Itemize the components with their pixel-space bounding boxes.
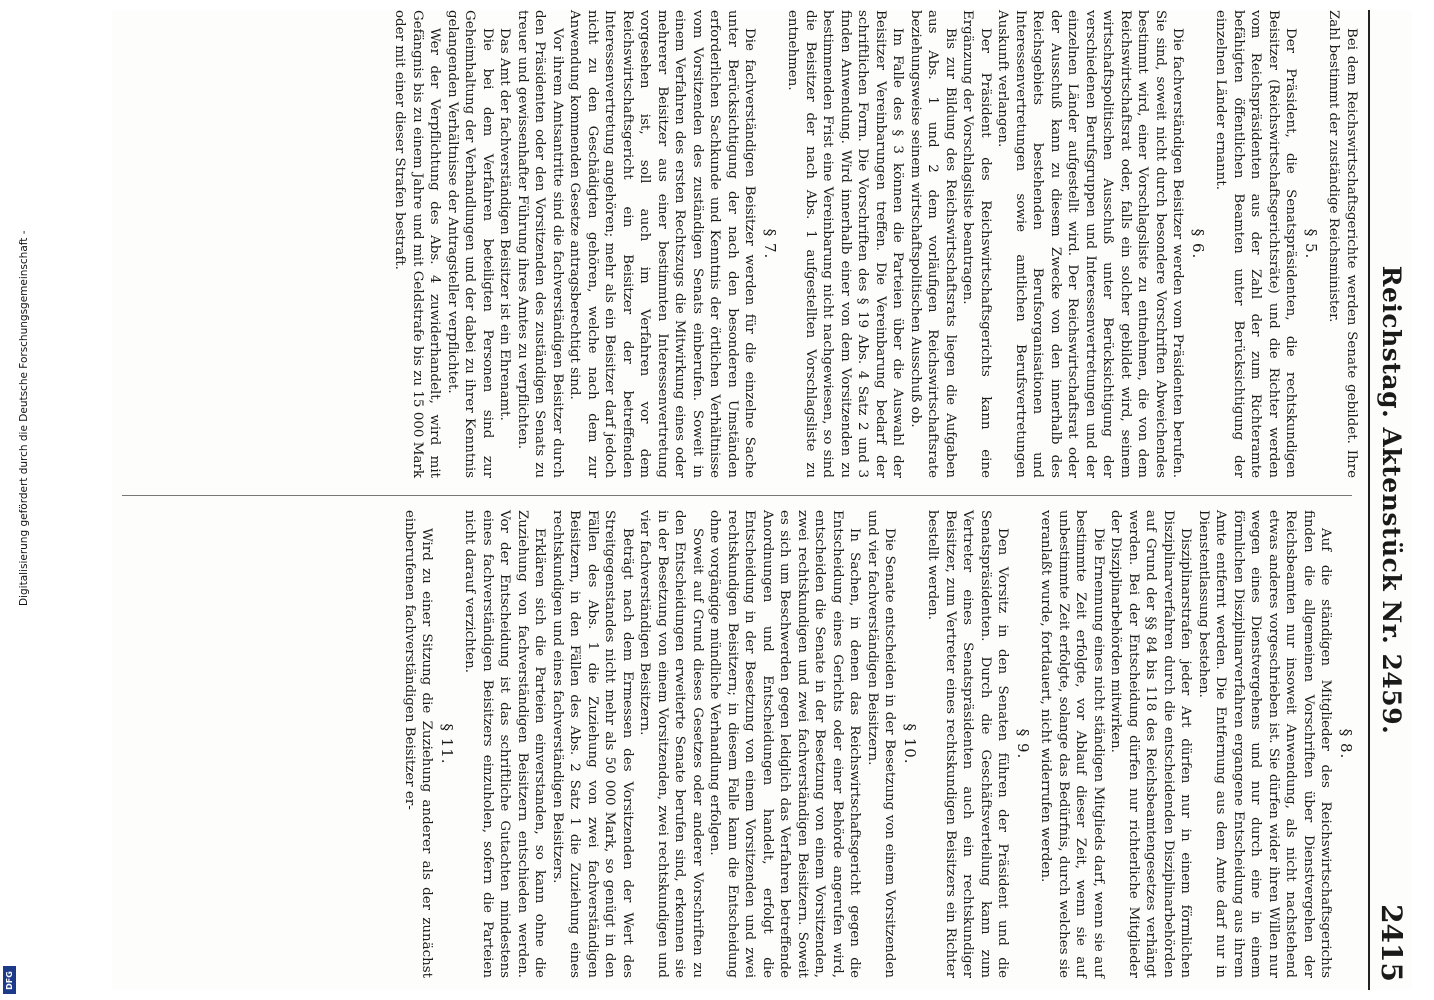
paragraph: Bis zur Bildung des Reichswirtschaftsrats liegen die Aufgaben aus Abs. 1 und 2 dem vorläufigen Reichswirtschaftsrate beziehungsweise seinem wirtschaftspolitischen Ausschuß ob. — [908, 10, 958, 478]
paragraph: In Sachen, in denen das Reichswirtschaftsgericht gegen die Entscheidung eines Gerichts oder einer Behörde angerufen wird, entscheiden die Senate in der Besetzung von einem Vorsitzenden, zwei rechtskundigen und zwei fachverständigen Beisitzern. Soweit es sich um Beschwerden gegen lediglich das Verfahren betreffende Anordnungen und Entscheidungen handelt, erfolgt die Entscheidung in der Besetzung von einem Vorsitzenden und zwei rechtskundigen Beisitzern; in diesem Falle kann die Entscheidung ohne vorgängige mündliche Verhandlung erfolgen. — [707, 510, 863, 978]
digitization-footer — [2, 0, 30, 1000]
paragraph: Vor ihrem Amtsantritte sind die fachverständigen Beisitzer durch den Präsidenten oder den Vorsitzenden des zuständigen Senats zu treuer und gewissenhafter Führung ihres Amtes zu verpflichten. — [515, 10, 565, 478]
paragraph: Wer der Verpflichtung des Abs. 4 zuwiderhandelt, wird mit Gefängnis bis zu einem Jahre und mit Geldstrafe bis zu 15 000 Mark oder mit einer dieser Strafen bestraft. — [392, 10, 443, 478]
section-heading: § 5. — [1302, 228, 1320, 260]
right-column — [401, 510, 1361, 978]
paragraph: Das Amt der fachverständigen Beisitzer ist ein Ehrenamt. — [497, 28, 513, 421]
header-title: Reichstag. Aktenstück Nr. 2459. — [1377, 265, 1406, 735]
paragraph: Disziplinarstrafen jeder Art dürfen nur in einem förmlichen Disziplinarverfahren durch die entscheidenden Disziplinarbehörden auf Grund der §§ 84 bis 118 des Reichsbeamtengesetzes verhängt werden. Bei der Entscheidung dürfen nur richterliche Mitglieder der Disziplinarbehörden mitwirken. — [1108, 510, 1194, 978]
paragraph: Der Präsident des Reichswirtschaftsgerichts kann eine Ergänzung der Vorschlagsliste beantragen. — [960, 10, 993, 478]
paragraph: Beträgt nach dem Ermessen des Vorsitzenden der Wert des Streitgegenstandes nicht mehr als 50 000 Mark, so genügt in den Fällen des Abs. 1 die Zuziehung von zwei fachverständigen Beisitzern, in den Fällen des Abs. 2 Satz 1 die Zuziehung eines rechtskundigen und eines fachverständigen Beisitzers. — [550, 510, 635, 978]
paragraph: Im Falle des § 3 können die Parteien über die Auswahl der Beisitzer Vereinbarungen treffen. Die Vereinbarung bedarf der schriftlichen Form. Die Vorschriften des § 19 Abs. 4 Satz 2 und 3 finden Anwendung. Wird innerhalb einer von dem Vorsitzenden zu bestimmenden Frist eine Vereinbarung nicht nachgewiesen, so sind die Beisitzer der nach Abs. 1 aufgestellten Vorschlagsliste zu entnehmen. — [785, 10, 906, 478]
paragraph: Die fachverständigen Beisitzer werden vom Präsidenten berufen. Sie sind, soweit nicht durch besondere Vorschriften Abweichendes bestimmt wird, einer Vorschlagsliste zu entnehmen, die von dem Reichswirtschaftsrat oder, falls ein solcher gebildet wird, seinem wirtschaftspolitischen Ausschuß unter Berücksichtigung der verschiedenen Berufsgruppen und Interessenvertretungen und der einzelnen Länder aufgestellt wird. Der Reichswirtschaftsrat oder der Ausschuß kann zu diesem Zwecke von den innerhalb des Reichsgebiets bestehenden Berufsorganisationen und Interessenvertretungen sowie amtlichen Berufsvertretungen Auskunft verlangen. — [995, 10, 1186, 478]
section-heading: § 7. — [761, 228, 779, 260]
section-heading: § 10. — [901, 723, 919, 765]
section-heading: § 6. — [1189, 228, 1207, 260]
paragraph: Wird zu einer Sitzung die Zuziehung anderer als der zunächst einberufenen fachverständigen Beisitzer er- — [402, 510, 435, 978]
paragraph: Auf die ständigen Mitglieder des Reichswirtschaftsgerichts finden die allgemeinen Vorschriften über Dienstvergehen der Reichsbeamten nur insoweit Anwendung, als nicht nachstehend etwas anderes vorgeschrieben ist. Sie dürfen wider ihren Willen nur wegen eines Dienstvergehens und nur durch eine in einem förmlichen Disziplinarverfahren ergangene Entscheidung aus ihrem Amte entfernt werden. Die Entfernung aus dem Amte darf nur in Dienstentlassung bestehen. — [1196, 510, 1334, 978]
paragraph: Soweit auf Grund dieses Gesetzes oder anderer Vorschriften zu den Entscheidungen erweiterte Senate berufen sind, erkennen sie in der Besetzung von einem Vorsitzenden, zwei rechtskundigen und vier fachverständigen Beisitzern. — [637, 510, 705, 978]
paragraph: Die Senate entscheiden in der Besetzung von einem Vorsitzenden und vier fachverständigen Beisitzern. — [865, 510, 898, 978]
paragraph: Erklären sich die Parteien einverstanden, so kann ohne die Zuziehung von fachverständigen Beisitzern entschieden werden. Vor der Entscheidung ist das schriftliche Gutachten mindestens eines fachverständigen Beisitzers einzuholen, sofern die Parteien nicht darauf verzichten. — [462, 510, 548, 978]
footer-credit-text: Digitalisierung gefördert durch die Deutsche Forschungsgemeinschaft - — [18, 230, 30, 606]
paragraph: Die fachverständigen Beisitzer werden für die einzelne Sache unter Berücksichtigung der nach den besonderen Umständen erforderlichen Sachkunde und Kenntnis der örtlichen Verhältnisse vom Vorsitzenden des zuständigen Senats einberufen. Soweit in einem Verfahren des ersten Rechtszugs die Mitwirkung eines oder mehrerer Beisitzer aus einer bestimmten Interessenvertretung vorgesehen ist, soll auch im Verfahren vor dem Reichswirtschaftsgericht ein Beisitzer der betreffenden Interessenvertretung angehören; mehr als ein Beisitzer darf jedoch nicht zu den Geschädigten gehören, welche nach dem zur Anwendung kommenden Gesetze antragsberechtigt sind. — [567, 10, 758, 478]
column-divider — [122, 495, 1352, 496]
document-page — [112, 10, 1412, 990]
paragraph: Der Präsident, die Senatspräsidenten, die rechtskundigen Beisitzer (Reichswirtschaftsgerichtsräte) und die Richter werden vom Reichspräsidenten aus der Zahl der zum Richteramte befähigten öffentlichen Beamten unter Berücksichtigung der einzelnen Länder ernannt. — [1213, 10, 1299, 478]
paragraph: Die bei dem Verfahren beteiligten Personen sind zur Geheimhaltung der Verhandlungen und der dabei zu ihrer Kenntnis gelangenden Verhältnisse der Antragsteller verpflichtet. — [445, 10, 495, 478]
section-heading: § 8. — [1337, 728, 1355, 760]
paragraph: Bei dem Reichswirtschaftsgerichte werden Senate gebildet. Ihre Zahl bestimmt der zuständige Reichsminister. — [1326, 10, 1359, 478]
paragraph: Die Ernennung eines nicht ständigen Mitglieds darf, wenn sie auf bestimmte Zeit erfolgte, vor Ablauf dieser Zeit, wenn sie auf unbestimmte Zeit erfolgte, solange das Bedürfnis, durch welches sie veranlaßt wurde, fortdauert, nicht widerrufen werden. — [1038, 510, 1106, 978]
paragraph: Den Vorsitz in den Senaten führen der Präsident und die Senatspräsidenten. Durch die Geschäftsverteilung kann zum Vertreter eines Senatspräsidenten auch ein rechtskundiger Beisitzer, zum Vertreter eines rechtskundigen Beisitzers ein Richter bestellt werden. — [925, 510, 1011, 978]
left-column — [391, 10, 1360, 478]
dfg-logo: DFG — [3, 966, 16, 994]
section-heading: § 9. — [1014, 728, 1032, 760]
running-header — [1368, 10, 1412, 990]
page-number: 2415 — [1375, 904, 1408, 982]
section-heading: § 11. — [438, 723, 456, 765]
